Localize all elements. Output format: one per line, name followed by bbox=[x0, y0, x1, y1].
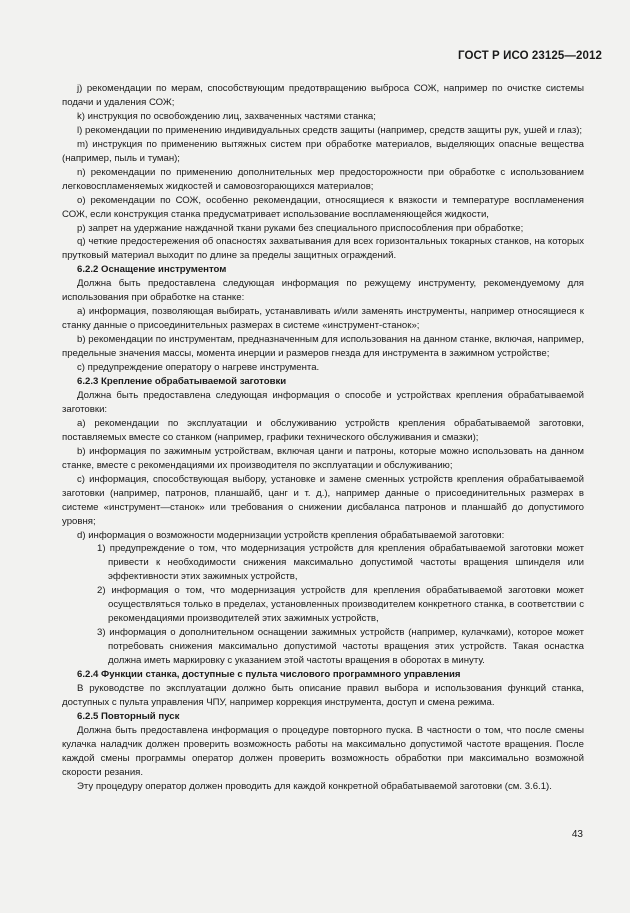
paragraph: c) предупреждение оператору о нагреве инструмента. bbox=[77, 362, 320, 374]
paragraph: Эту процедуру оператор должен проводить для каждой конкретной обрабатываемой заготовки (см. 3.6.1). bbox=[77, 780, 552, 792]
paragraph: n) рекомендации по применению дополнительных мер предосторожности при обработке с использованием легковоспламеняемых жидкостей и самовозгорающихся материалов; bbox=[62, 166, 584, 192]
paragraph: В руководстве по эксплуатации должно быть описание правил выбора и использования функций станка, доступных с пульта управления ЧПУ, например коррекция инструмента, доступ и смена режима. bbox=[62, 682, 584, 708]
paragraph: b) рекомендации по инструментам, предназначенным для использования на данном станке, включая, например, предельные значения массы, момента инерции и размеров гнезда для инструмента в зажимном устройстве; bbox=[62, 334, 584, 360]
paragraph: 3) информация о дополнительном оснащении зажимных устройств (например, кулачками), которое может потребовать снижения максимально допустимой частоты вращения этих устройств. Такая оснастка должна иметь маркировку с указанием этой частоты вращения в оборотах в минуту. bbox=[97, 627, 584, 667]
section-heading: 6.2.4 Функции станка, доступные с пульта числового программного управления bbox=[77, 669, 461, 681]
paragraph: l) рекомендации по применению индивидуальных средств защиты (например, средств защиты рук, ушей и глаз); bbox=[77, 124, 583, 136]
paragraph: o) рекомендации по СОЖ, особенно рекомендации, относящиеся к вязкости и температуре воспламенения СОЖ, если конструкция станка предусматривает использование воспламеняющейся жидкости, bbox=[62, 194, 584, 220]
paragraph: a) информация, позволяющая выбирать, устанавливать и/или заменять инструменты, например относящиеся к станку данные о присоединительных размерах в системе «инструмент-станок»; bbox=[62, 306, 584, 332]
paragraph: 1) предупреждение о том, что модернизация устройств для крепления обрабатываемой заготовки может привести к необходимости снижения максимально допустимой частоты вращения шпинделя или эффективности этих зажимных устройств, bbox=[97, 543, 584, 583]
page-number: 43 bbox=[571, 829, 583, 840]
section-heading: 6.2.3 Крепление обрабатываемой заготовки bbox=[77, 376, 287, 388]
paragraph: j) рекомендации по мерам, способствующим предотвращению выброса СОЖ, например по очистке системы подачи и удаления СОЖ; bbox=[62, 83, 584, 108]
paragraph: m) инструкция по применению вытяжных систем при обработке материалов, выделяющих опасные вещества (например, пыль и туман); bbox=[62, 138, 584, 164]
paragraph: a) рекомендации по эксплуатации и обслуживанию устройств крепления обрабатываемой заготовки, поставляемых вместе со станком (например, графики технического обслуживания и смазки); bbox=[62, 417, 584, 443]
section-heading: 6.2.2 Оснащение инструментом bbox=[77, 264, 227, 276]
document-body bbox=[62, 82, 584, 794]
paragraph: q) четкие предостережения об опасностях захватывания для всех горизонтальных токарных станков, на которых прутковый материал выходит по длине за пределы защитных ограждений. bbox=[62, 236, 584, 262]
paragraph: d) информация о возможности модернизации устройств крепления обрабатываемой заготовки: bbox=[77, 529, 505, 541]
paragraph: Должна быть предоставлена следующая информация о способе и устройствах крепления обрабатываемой заготовки: bbox=[62, 389, 584, 415]
paragraph: c) информация, способствующая выбору, установке и замене сменных устройств крепления обрабатываемой заготовки (например, патронов, планшайб, цанг и т. д.), например данные о присоединительных размерах в системе «инструмент—станок» или требования о снижении дисбаланса патронов и планшайб до допустимого уровня; bbox=[62, 473, 584, 527]
paragraph: k) инструкция по освобождению лиц, захваченных частями станка; bbox=[77, 110, 376, 122]
document-header: ГОСТ Р ИСО 23125—2012 bbox=[457, 50, 602, 62]
section-heading: 6.2.5 Повторный пуск bbox=[77, 710, 180, 722]
paragraph: Должна быть предоставлена следующая информация по режущему инструменту, рекомендуемому для использования при обработке на станке: bbox=[62, 278, 584, 304]
paragraph: 2) информация о том, что модернизация устройств для крепления обрабатываемой заготовки может осуществляться только в пределах, установленных производителем конкретного станка, в соответствии с рекомендациями производителей этих зажимных устройств, bbox=[97, 585, 584, 625]
paragraph: b) информация по зажимным устройствам, включая цанги и патроны, которые можно использовать на данном станке, вместе с рекомендациями их производителя по эксплуатации и обслуживанию; bbox=[62, 445, 584, 471]
paragraph: p) запрет на удержание наждачной ткани руками без специального приспособления при обработке; bbox=[77, 222, 524, 234]
paragraph: Должна быть предоставлена информация о процедуре повторного пуска. В частности о том, что после смены кулачка наладчик должен проверить возможность работы на максимально допустимой частоте вращения. После каждой смены программы оператор должен проверить возможность обработки при максимально возможной скорости резания. bbox=[62, 724, 584, 778]
